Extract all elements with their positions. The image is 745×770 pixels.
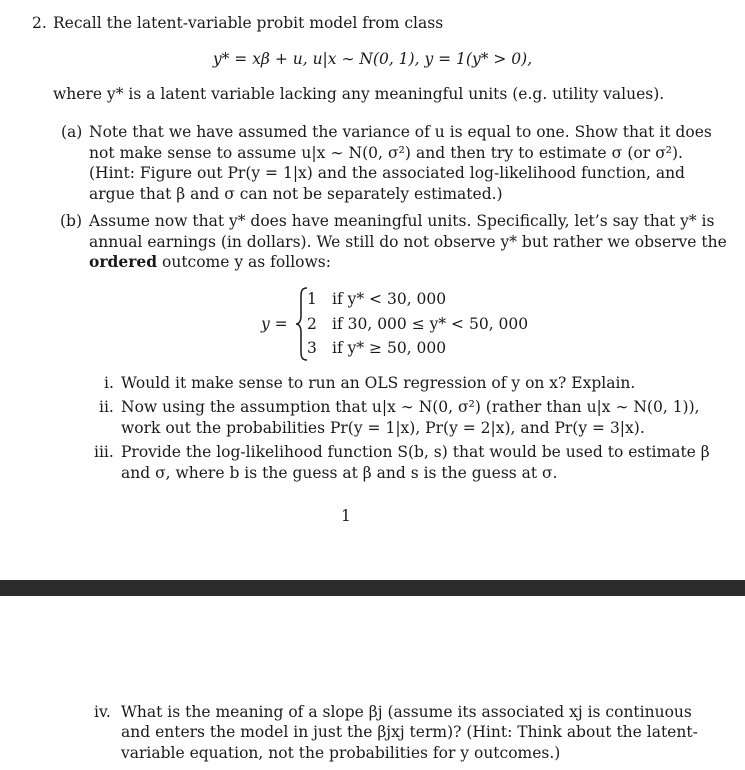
part-a-line-3: (Hint: Figure out Pr(y = 1|x) and the associated log-likelihood function, and (89, 164, 685, 182)
part-a-line-1: Note that we have assumed the variance of u is equal to one. Show that it does (89, 123, 712, 141)
subpart-i-label: i. (104, 374, 114, 392)
case-3-value: 3 (307, 339, 317, 357)
part-b-label: (b) (60, 212, 83, 230)
subpart-iv-line-3: variable equation, not the probabilities for y outcomes.) (121, 744, 561, 762)
subpart-ii-label: ii. (99, 398, 114, 416)
page-number: 1 (341, 507, 351, 525)
where-text: where y* is a latent variable lacking any meaningful units (e.g. utility values). (53, 85, 665, 103)
subpart-ii-line-2: work out the probabilities Pr(y = 1|x), Pr(y = 2|x), and Pr(y = 3|x). (121, 419, 645, 437)
part-b-line-2: annual earnings (in dollars). We still do not observe y* but rather we observe the (89, 233, 727, 251)
ordered-bold: ordered (89, 252, 158, 271)
part-b-line-3-rest: outcome y as follows: (157, 253, 331, 271)
subpart-iv-line-2: and enters the model in just the βjxj term)? (Hint: Think about the latent- (121, 723, 698, 741)
probit-equation: y* = xβ + u, u|x ∼ N(0, 1), y = 1(y* > 0), (212, 50, 533, 68)
part-a-line-4: argue that β and σ can not be separately estimated.) (89, 185, 503, 203)
part-a-line-2: not make sense to assume u|x ∼ N(0, σ²) and then try to estimate σ (or σ²). (89, 144, 683, 162)
subpart-iii-line-2: and σ, where b is the guess at β and s is the guess at σ. (121, 464, 558, 482)
problem-intro: Recall the latent-variable probit model from class (53, 14, 444, 32)
part-b-line-3 (89, 252, 331, 272)
cases-lhs: y = (261, 315, 288, 333)
subpart-ii-line-1: Now using the assumption that u|x ∼ N(0, σ²) (rather than u|x ∼ N(0, 1)), (121, 398, 700, 416)
case-1-value: 1 (307, 290, 317, 308)
subpart-iv-line-1: What is the meaning of a slope βj (assume its associated xj is continuous (121, 703, 692, 721)
subpart-i-line-1: Would it make sense to run an OLS regression of y on x? Explain. (121, 374, 636, 392)
part-b-line-1: Assume now that y* does have meaningful units. Specifically, let’s say that y* is (89, 212, 715, 230)
problem-number: 2. (32, 14, 47, 32)
case-2-value: 2 (307, 315, 317, 333)
case-1-condition: if y* < 30, 000 (332, 290, 447, 308)
subpart-iv-label: iv. (94, 703, 111, 721)
case-3-condition: if y* ≥ 50, 000 (332, 339, 447, 357)
subpart-iii-label: iii. (94, 443, 114, 461)
part-a-label: (a) (61, 123, 83, 141)
case-2-condition: if 30, 000 ≤ y* < 50, 000 (332, 315, 529, 333)
page-divider (0, 580, 745, 596)
subpart-iii-line-1: Provide the log-likelihood function S(b, s) that would be used to estimate β (121, 443, 710, 461)
